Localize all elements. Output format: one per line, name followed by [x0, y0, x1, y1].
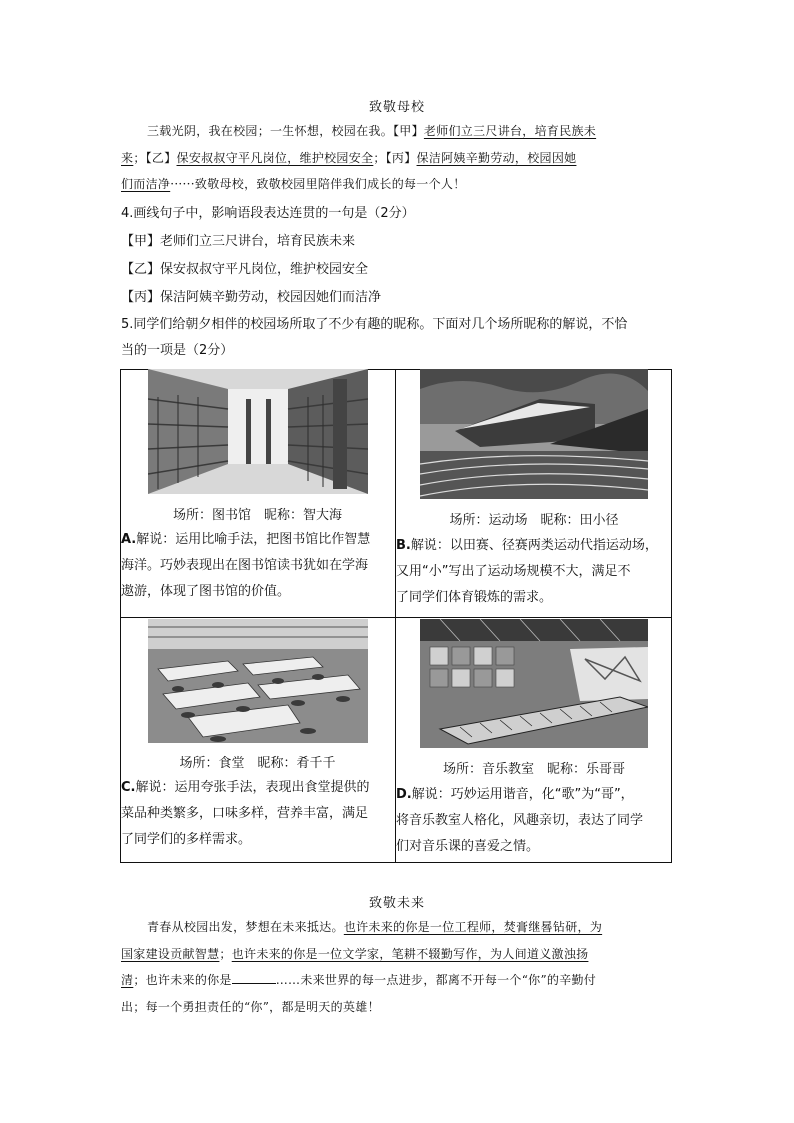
underlined-sentence-engineer-end: 国家建设贡献智慧 — [121, 946, 220, 961]
option-a-line1: 解说：运用比喻手法，把图书馆比作智慧 — [136, 532, 371, 547]
option-d-explanation — [396, 782, 672, 860]
stadium-caption: 场所：运动场 昵称：田小径 — [449, 513, 619, 528]
cafeteria-photo — [148, 619, 368, 743]
option-b-explanation — [396, 533, 672, 611]
cafeteria-caption: 场所：食堂 昵称：肴千千 — [179, 756, 336, 771]
alma-mater-paragraph — [121, 118, 673, 198]
underlined-sentence-writer-end: 清 — [121, 973, 134, 987]
question-4-option-bing: 【丙】保洁阿姨辛勤劳动，校园因她们而洁净 — [121, 290, 382, 305]
stadium-photo — [420, 369, 648, 499]
option-b-line3: 了同学们体育锻炼的需求。 — [396, 590, 553, 605]
fill-in-blank[interactable] — [232, 972, 276, 984]
option-a-label: A. — [121, 532, 137, 547]
option-d-line1: 解说：巧妙运用谐音，化“歌”为“哥”， — [411, 787, 634, 802]
option-c-line1: 解说：运用夸张手法，表现出食堂提供的 — [135, 780, 370, 795]
option-b-line1: 解说：以田赛、径赛两类运动代指运动场， — [410, 538, 658, 553]
underlined-sentence-bing-end: 们而洁净 — [121, 177, 171, 191]
text: ······致敬母校，致敬校园里陪伴我们成长的每一个人！ — [170, 177, 466, 191]
option-c-label: C. — [121, 780, 136, 795]
underlined-sentence-engineer: 也许未来的你是一位工程师，焚膏继晷钻研，为 — [343, 920, 603, 934]
question-5-stem-line2: 当的一项是（2分） — [121, 343, 234, 358]
text: 三载光阴，我在校园；一生怀想，校园在我。【甲】 — [147, 124, 424, 138]
text: 出；每一个勇担责任的“你”，都是明天的英雄！ — [121, 999, 380, 1014]
text: 青春从校园出发，梦想在未来抵达。 — [147, 920, 344, 934]
library-caption: 场所：图书馆 昵称：智大海 — [172, 508, 342, 523]
option-a-explanation — [121, 527, 393, 605]
table-divider-horizontal — [120, 617, 672, 618]
question-4-option-yi: 【乙】保安叔叔守平凡岗位，维护校园安全 — [121, 262, 369, 277]
underlined-sentence-yi: 保安叔叔守平凡岗位，维护校园安全 — [176, 150, 374, 165]
option-c-line3: 了同学们的多样需求。 — [121, 832, 252, 847]
music-room-caption: 场所：音乐教室 昵称：乐哥哥 — [442, 762, 625, 777]
text: ； — [219, 946, 232, 961]
text: ；【乙】 — [133, 150, 177, 165]
text: ；也许未来的你是 — [133, 973, 232, 987]
section-title-future: 致敬未来 — [368, 896, 425, 911]
option-d-label: D. — [396, 787, 412, 802]
option-a-line3: 遨游，体现了图书馆的价值。 — [121, 584, 291, 599]
underlined-sentence-jia: 老师们立三尺讲台，培育民族未 — [423, 124, 597, 138]
option-b-line2: 又用“小”写出了运动场规模不大，满足不 — [396, 564, 631, 579]
underlined-sentence-writer: 也许未来的你是一位文学家，笔耕不辍勤写作，为人间道义激浊扬 — [231, 946, 589, 961]
option-a-line2: 海洋。巧妙表现出在图书馆读书犹如在学海 — [121, 558, 369, 573]
question-5-stem-line1: 5.同学们给朝夕相伴的校园场所取了不少有趣的昵称。下面对几个场所昵称的解说，不恰 — [121, 317, 628, 332]
question-4-option-jia: 【甲】老师们立三尺讲台，培育民族未来 — [121, 234, 356, 249]
question-4-stem: 4.画线句子中，影响语段表达连贯的一句是（2分） — [121, 206, 415, 221]
section-title-alma-mater: 致敬母校 — [368, 100, 425, 115]
underlined-sentence-jia-end: 来 — [121, 150, 134, 165]
option-d-line2: 将音乐教室人格化，风趣亲切，表达了同学 — [396, 813, 644, 828]
underlined-sentence-bing: 保洁阿姨辛勤劳动，校园因她 — [416, 150, 577, 165]
future-paragraph — [121, 914, 673, 1020]
text: ；【丙】 — [373, 150, 417, 165]
text: ……未来世界的每一点进步，都离不开每一个“你”的辛勤付 — [275, 973, 597, 987]
option-b-label: B. — [396, 538, 411, 553]
option-d-line3: 们对音乐课的喜爱之情。 — [396, 839, 540, 854]
music-room-photo — [420, 619, 648, 748]
option-c-line2: 菜品种类繁多，口味多样，营养丰富，满足 — [121, 806, 369, 821]
option-c-explanation — [121, 775, 393, 853]
library-photo — [148, 369, 368, 494]
